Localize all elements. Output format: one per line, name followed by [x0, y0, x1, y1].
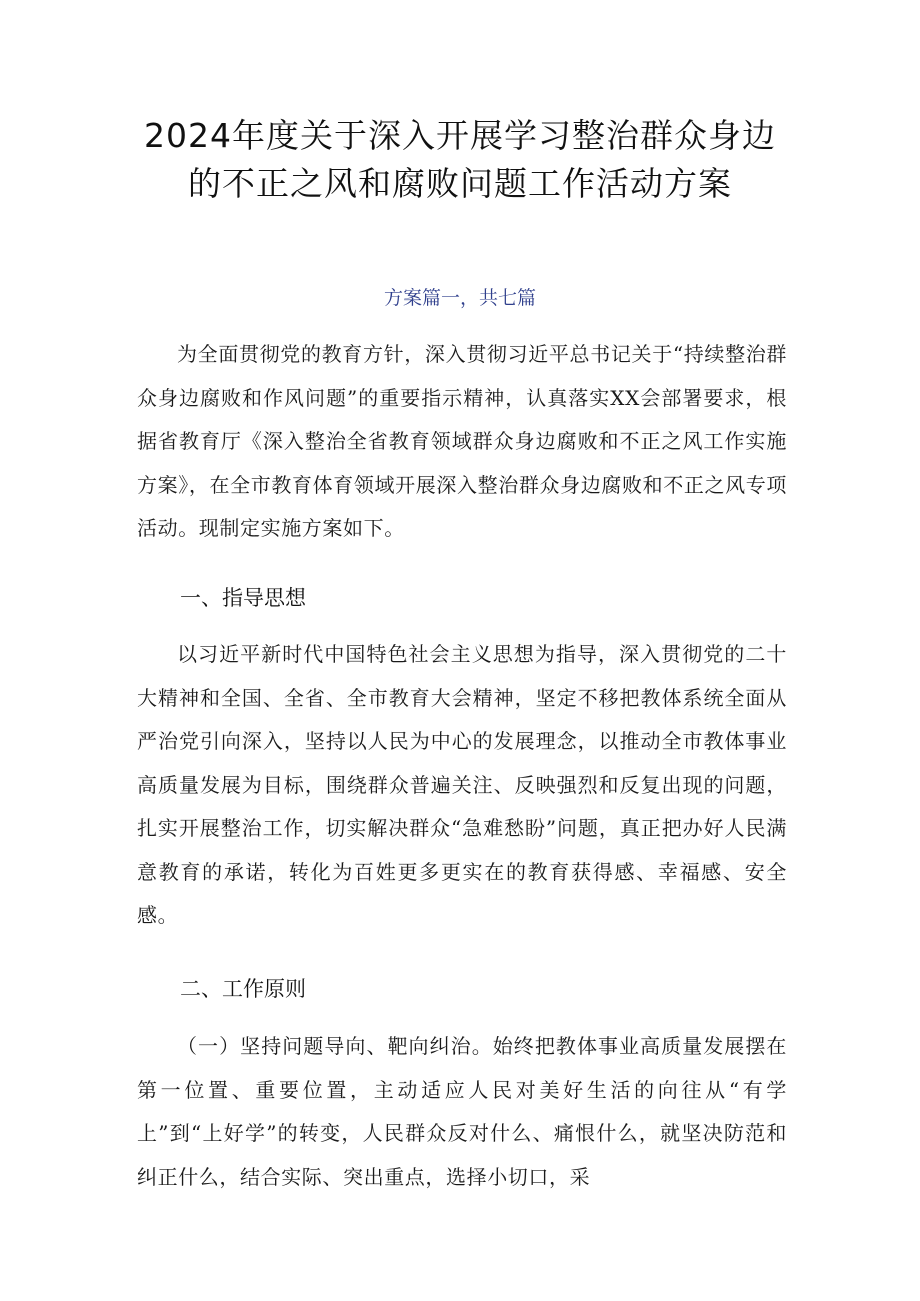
document-subtitle: 方案篇一，共七篇 [383, 287, 536, 309]
section-heading-work-principles: 二、工作原则 [180, 977, 306, 1001]
section-paragraph-guiding-ideology: 以习近平新时代中国特色社会主义思想为指导，深入贯彻党的二十大精神和全国、全省、全市教育大会精神，坚定不移把教体系统全面从严治党引向深入，坚持以人民为中心的发展理念，以推动全市教体事业高质量发展为目标，围绕群众普遍关注、反映强烈和反复出现的问题，扎实开展整治工作，切实解决群众“急难愁盼”问题，真正把办好人民满意教育的承诺，转化为百姓更多更实在的教育获得感、幸福感、安全感。 [137, 642, 787, 927]
section-heading-guiding-ideology: 一、指导思想 [180, 586, 306, 610]
document-title [120, 112, 800, 208]
intro-paragraph: 为全面贯彻党的教育方针，深入贯彻习近平总书记关于“持续整治群众身边腐败和作风问题”的重要指示精神，认真落实XX会部署要求，根据省教育厅《深入整治全省教育领域群众身边腐败和不正之风工作实施方案》，在全市教育体育领域开展深入整治群众身边腐败和不正之风专项活动。现制定实施方案如下。 [137, 342, 787, 540]
section-paragraph-work-principles: （一）坚持问题导向、靶向纠治。始终把教体事业高质量发展摆在第一位置、重要位置，主动适应人民对美好生活的向往从“有学上”到“上好学”的转变，人民群众反对什么、痛恨什么，就坚决防范和纠正什么，结合实际、突出重点，选择小切口，采 [137, 1034, 787, 1189]
title-line-2: 的不正之风和腐败问题工作活动方案 [188, 164, 732, 203]
title-line-1: 2024年度关于深入开展学习整治群众身边 [144, 116, 776, 155]
